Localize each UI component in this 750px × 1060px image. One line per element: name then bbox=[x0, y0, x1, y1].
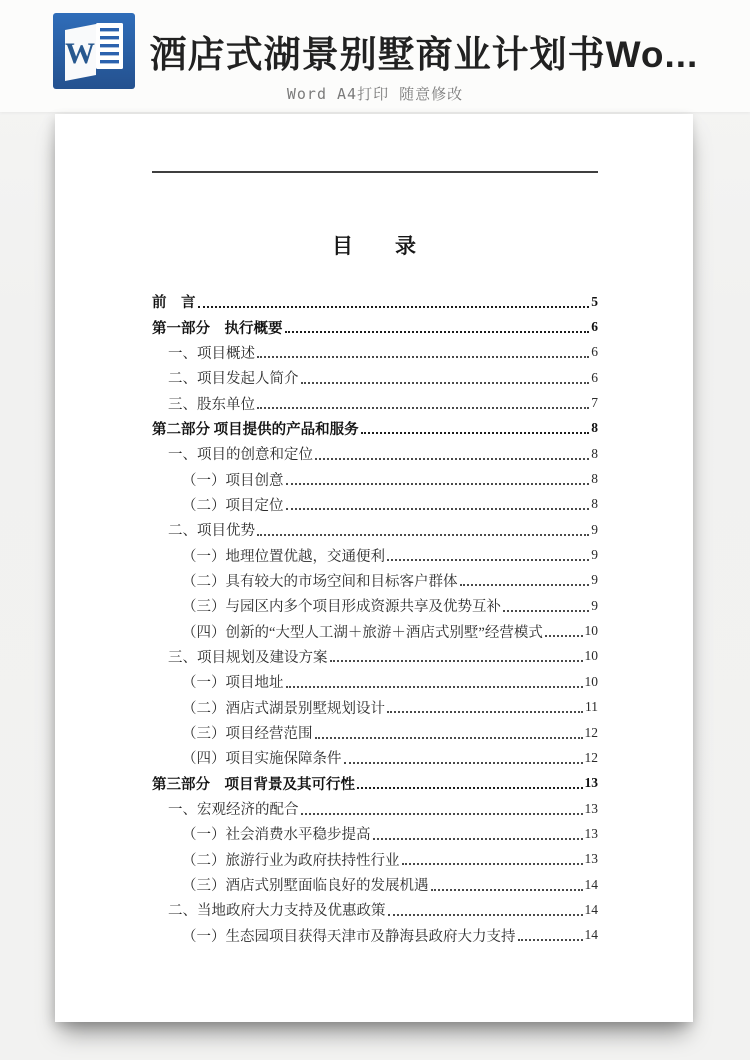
word-icon bbox=[52, 12, 136, 90]
toc-entry bbox=[152, 745, 598, 770]
toc-entry-text: 三、项目规划及建设方案 bbox=[168, 649, 328, 666]
svg-text:W: W bbox=[64, 37, 95, 70]
toc-entry bbox=[152, 821, 598, 846]
toc-dot-leader bbox=[286, 686, 583, 688]
toc-dot-leader bbox=[361, 432, 590, 434]
toc-entry-text: （二）旅游行业为政府扶持性行业 bbox=[182, 852, 400, 869]
toc-dot-leader bbox=[344, 762, 583, 764]
toc-page-number: 8 bbox=[591, 471, 598, 487]
toc-entry bbox=[152, 872, 598, 897]
toc-dot-leader bbox=[330, 660, 583, 662]
toc-entry-text: 第二部分 项目提供的产品和服务 bbox=[152, 421, 359, 438]
site-header bbox=[0, 0, 750, 112]
toc-entry-text: （二）酒店式湖景别墅规划设计 bbox=[182, 700, 385, 717]
toc-page-number: 13 bbox=[584, 775, 598, 791]
toc-page-number: 9 bbox=[591, 597, 598, 613]
toc-entry bbox=[152, 441, 598, 466]
toc-entry-text: 第三部分 项目背景及其可行性 bbox=[152, 776, 355, 793]
toc-page-number: 10 bbox=[584, 623, 598, 639]
page-title: 酒店式湖景别墅商业计划书Wo... bbox=[149, 34, 699, 75]
toc-entry bbox=[152, 314, 598, 339]
toc-dot-leader bbox=[301, 813, 583, 815]
toc-entry bbox=[152, 568, 598, 593]
toc-entry-text: （四）项目实施保障条件 bbox=[182, 751, 342, 768]
toc-page-number: 9 bbox=[591, 572, 598, 588]
toc-entry-text: 二、项目优势 bbox=[168, 523, 255, 540]
toc-page-number: 14 bbox=[584, 901, 598, 917]
toc-page-number: 12 bbox=[584, 749, 598, 765]
toc-dot-leader bbox=[257, 407, 589, 409]
toc-page-number: 8 bbox=[591, 420, 598, 436]
toc-page-number: 8 bbox=[591, 496, 598, 512]
header-rule-divider bbox=[152, 171, 598, 173]
toc-dot-leader bbox=[286, 508, 590, 510]
toc-page-number: 13 bbox=[584, 851, 598, 867]
toc-page-number: 10 bbox=[584, 673, 598, 689]
toc-dot-leader bbox=[431, 889, 583, 891]
toc-entry-text: 第一部分 执行概要 bbox=[152, 320, 283, 337]
toc-page-number: 7 bbox=[591, 395, 598, 411]
toc-entry bbox=[152, 390, 598, 415]
toc-entry-text: （一）项目创意 bbox=[182, 472, 284, 489]
toc-dot-leader bbox=[286, 483, 590, 485]
toc-entry bbox=[152, 669, 598, 694]
toc-list bbox=[152, 289, 598, 948]
toc-dot-leader bbox=[460, 584, 590, 586]
toc-entry-text: （三）项目经营范围 bbox=[182, 726, 313, 743]
toc-dot-leader bbox=[357, 787, 583, 789]
toc-entry-text: 二、当地政府大力支持及优惠政策 bbox=[168, 903, 386, 920]
toc-entry bbox=[152, 492, 598, 517]
toc-entry-text: 一、宏观经济的配合 bbox=[168, 802, 299, 819]
toc-entry bbox=[152, 644, 598, 669]
toc-page-number: 14 bbox=[584, 876, 598, 892]
toc-entry-text: （二）项目定位 bbox=[182, 497, 284, 514]
toc-entry bbox=[152, 340, 598, 365]
toc-entry-text: （三）酒店式别墅面临良好的发展机遇 bbox=[182, 878, 429, 895]
toc-entry bbox=[152, 923, 598, 948]
toc-page-number: 6 bbox=[591, 319, 598, 335]
toc-dot-leader bbox=[503, 610, 589, 612]
toc-dot-leader bbox=[315, 458, 589, 460]
header-main bbox=[0, 0, 750, 90]
toc-dot-leader bbox=[387, 559, 589, 561]
toc-dot-leader bbox=[388, 914, 583, 916]
toc-page-number: 8 bbox=[591, 445, 598, 461]
toc-entry bbox=[152, 466, 598, 491]
toc-dot-leader bbox=[545, 635, 583, 637]
toc-page-number: 9 bbox=[591, 521, 598, 537]
toc-entry bbox=[152, 847, 598, 872]
toc-entry bbox=[152, 289, 598, 314]
toc-entry bbox=[152, 365, 598, 390]
toc-entry bbox=[152, 897, 598, 922]
toc-page-number: 6 bbox=[591, 369, 598, 385]
toc-dot-leader bbox=[301, 382, 590, 384]
page-subtitle: Word A4打印 随意修改 bbox=[286, 85, 464, 103]
toc-entry bbox=[152, 416, 598, 441]
toc-page-number: 13 bbox=[584, 800, 598, 816]
toc-dot-leader bbox=[285, 331, 590, 333]
toc-dot-leader bbox=[198, 306, 590, 308]
toc-dot-leader bbox=[257, 534, 589, 536]
toc-heading: 目 录 bbox=[332, 235, 416, 258]
document-page bbox=[55, 114, 693, 1022]
toc-entry bbox=[152, 695, 598, 720]
toc-dot-leader bbox=[402, 863, 583, 865]
toc-entry bbox=[152, 542, 598, 567]
toc-entry bbox=[152, 796, 598, 821]
toc-dot-leader bbox=[257, 356, 589, 358]
toc-page-number: 14 bbox=[584, 927, 598, 943]
toc-dot-leader bbox=[518, 939, 583, 941]
toc-page-number: 13 bbox=[584, 825, 598, 841]
toc-page-number: 10 bbox=[584, 648, 598, 664]
toc-page-number: 12 bbox=[584, 724, 598, 740]
toc-entry-text: （一）地理位置优越，交通便利 bbox=[182, 548, 385, 565]
toc-entry-text: 一、项目的创意和定位 bbox=[168, 447, 313, 464]
toc-entry-text: （四）创新的“大型人工湖＋旅游＋酒店式别墅”经营模式 bbox=[182, 624, 543, 641]
toc-entry-text: 前 言 bbox=[152, 295, 196, 312]
toc-entry-text: 一、项目概述 bbox=[168, 345, 255, 362]
toc-page-number: 11 bbox=[585, 699, 598, 715]
toc-entry bbox=[152, 618, 598, 643]
toc-entry bbox=[152, 593, 598, 618]
toc-entry-text: （二）具有较大的市场空间和目标客户群体 bbox=[182, 573, 458, 590]
toc-page-number: 9 bbox=[591, 547, 598, 563]
toc-entry-text: 三、股东单位 bbox=[168, 396, 255, 413]
toc-dot-leader bbox=[315, 737, 583, 739]
toc-entry-text: 二、项目发起人简介 bbox=[168, 371, 299, 388]
toc-entry bbox=[152, 720, 598, 745]
toc-entry bbox=[152, 771, 598, 796]
toc-dot-leader bbox=[387, 711, 583, 713]
toc-page-number: 5 bbox=[591, 293, 598, 309]
toc-entry-text: （一）社会消费水平稳步提高 bbox=[182, 827, 371, 844]
toc-page-number: 6 bbox=[591, 344, 598, 360]
toc-dot-leader bbox=[373, 838, 583, 840]
toc-entry bbox=[152, 517, 598, 542]
toc-entry-text: （一）生态园项目获得天津市及静海县政府大力支持 bbox=[182, 928, 516, 945]
toc-entry-text: （三）与园区内多个项目形成资源共享及优势互补 bbox=[182, 599, 501, 616]
toc-entry-text: （一）项目地址 bbox=[182, 675, 284, 692]
